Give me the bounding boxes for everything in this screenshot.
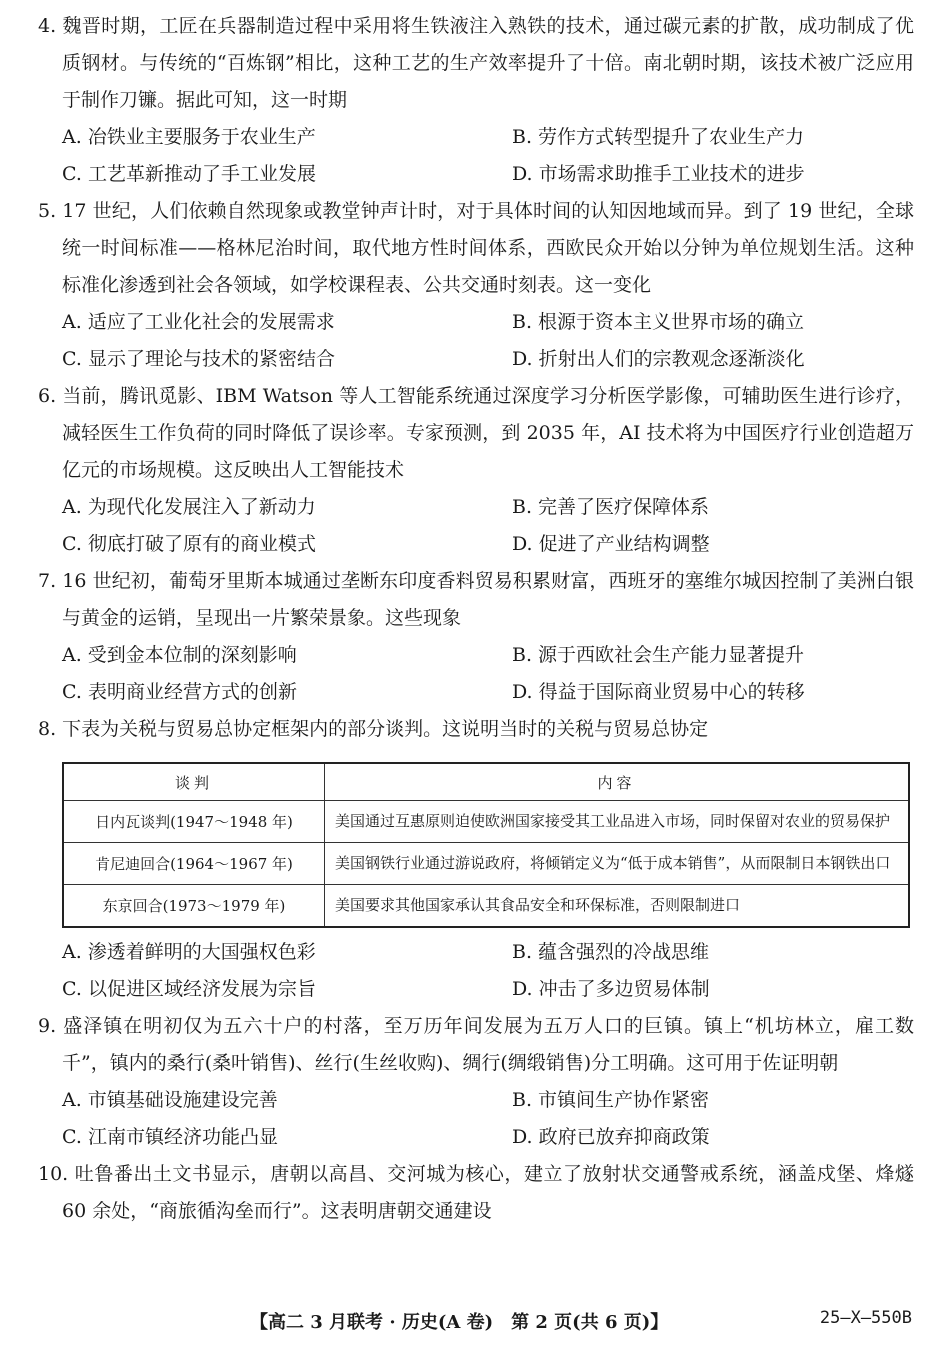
table-cell-negotiation: 肯尼迪回合(1964～1967 年) [63,843,325,885]
option-a: A. 为现代化发展注入了新动力 [62,496,316,518]
option-c: C. 江南市镇经济功能凸显 [62,1126,278,1148]
options [38,637,914,711]
option-c: C. 工艺革新推动了手工业发展 [62,163,316,185]
option-b: B. 蕴含强烈的冷战思维 [512,941,710,963]
table-cell-negotiation: 日内瓦谈判(1947～1948 年) [63,801,325,843]
question-10 [38,1156,914,1230]
option-d: D. 得益于国际商业贸易中心的转移 [512,681,805,703]
options [38,934,914,1008]
footer-exam-code: 25—X—550B [819,1308,912,1328]
table-row [63,843,909,885]
question-stem: 4. 魏晋时期，工匠在兵器制造过程中采用将生铁液注入熟铁的技术，通过碳元素的扩散，成功制成了优质钢材。与传统的“百炼钢”相比，这种工艺的生产效率提升了十倍。南北朝时期，该技术被广泛应用于制作刀镰。据此可知，这一时期 [38,15,914,111]
footer-page-info: 【高二 3 月联考 · 历史(A 卷) 第 2 页(共 6 页)】 [250,1312,669,1333]
option-a: A. 市镇基础设施建设完善 [62,1089,278,1111]
option-c: C. 显示了理论与技术的紧密结合 [62,348,335,370]
table-cell-negotiation: 东京回合(1973～1979 年) [63,885,325,928]
option-d: D. 政府已放弃抑商政策 [512,1126,710,1148]
option-d: D. 促进了产业结构调整 [512,533,710,555]
table-cell-content: 美国通过互惠原则迫使欧洲国家接受其工业品进入市场，同时保留对农业的贸易保护 [325,801,910,843]
option-a: A. 受到金本位制的深刻影响 [62,644,297,666]
options [38,489,914,563]
options [38,119,914,193]
question-stem: 8. 下表为关税与贸易总协定框架内的部分谈判。这说明当时的关税与贸易总协定 [38,718,709,740]
question-stem: 9. 盛泽镇在明初仅为五六十户的村落，至万历年间发展为五万人口的巨镇。镇上“机坊林立，雇工数千”，镇内的桑行(桑叶销售)、丝行(生丝收购)、绸行(绸缎销售)分工明确。这可用于佐证明朝 [38,1015,914,1074]
option-a: A. 冶铁业主要服务于农业生产 [62,126,316,148]
table-header: 内容 [325,763,910,801]
table-cell-content: 美国要求其他国家承认其食品安全和环保标准，否则限制进口 [325,885,910,928]
question-9 [38,1008,914,1156]
option-c: C. 彻底打破了原有的商业模式 [62,533,316,555]
table-cell-content: 美国钢铁行业通过游说政府，将倾销定义为“低于成本销售”，从而限制日本钢铁出口 [325,843,910,885]
option-b: B. 完善了医疗保障体系 [512,496,710,518]
page-footer [0,1308,950,1338]
options [38,1082,914,1156]
option-b: B. 源于西欧社会生产能力显著提升 [512,644,805,666]
question-5 [38,193,914,378]
table-row [63,885,909,928]
option-c: C. 表明商业经营方式的创新 [62,681,297,703]
option-a: A. 渗透着鲜明的大国强权色彩 [62,941,316,963]
question-stem: 7. 16 世纪初，葡萄牙里斯本城通过垄断东印度香料贸易积累财富，西班牙的塞维尔城因控制了美洲白银与黄金的运销，呈现出一片繁荣景象。这些现象 [38,570,914,629]
option-d: D. 折射出人们的宗教观念逐渐淡化 [512,348,805,370]
table-header-row [63,763,909,801]
option-c: C. 以促进区域经济发展为宗旨 [62,978,316,1000]
option-d: D. 市场需求助推手工业技术的进步 [512,163,805,185]
exam-page [38,8,914,1230]
question-stem: 6. 当前，腾讯觅影、IBM Watson 等人工智能系统通过深度学习分析医学影像，可辅助医生进行诊疗，减轻医生工作负荷的同时降低了误诊率。专家预测，到 2035 年，AI 技术将为中国医疗行业创造超万亿元的市场规模。这反映出人工智能技术 [38,385,914,481]
question-7 [38,563,914,711]
option-b: B. 根源于资本主义世界市场的确立 [512,311,805,333]
option-b: B. 劳作方式转型提升了农业生产力 [512,126,805,148]
question-stem: 5. 17 世纪，人们依赖自然现象或教堂钟声计时，对于具体时间的认知因地域而异。到了 19 世纪，全球统一时间标准——格林尼治时间，取代地方性时间体系，西欧民众开始以分钟为单位规划生活。这种标准化渗透到社会各领域，如学校课程表、公共交通时刻表。这一变化 [38,200,914,296]
question-4 [38,8,914,193]
negotiation-table [62,762,910,928]
table-header: 谈判 [63,763,325,801]
question-6 [38,378,914,563]
question-8 [38,711,914,1008]
option-a: A. 适应了工业化社会的发展需求 [62,311,335,333]
option-d: D. 冲击了多边贸易体制 [512,978,710,1000]
option-b: B. 市镇间生产协作紧密 [512,1089,710,1111]
table-row [63,801,909,843]
question-stem: 10. 吐鲁番出土文书显示，唐朝以高昌、交河城为核心，建立了放射状交通警戒系统，涵盖戍堡、烽燧 60 余处，“商旅循沟垒而行”。这表明唐朝交通建设 [38,1163,914,1222]
options [38,304,914,378]
